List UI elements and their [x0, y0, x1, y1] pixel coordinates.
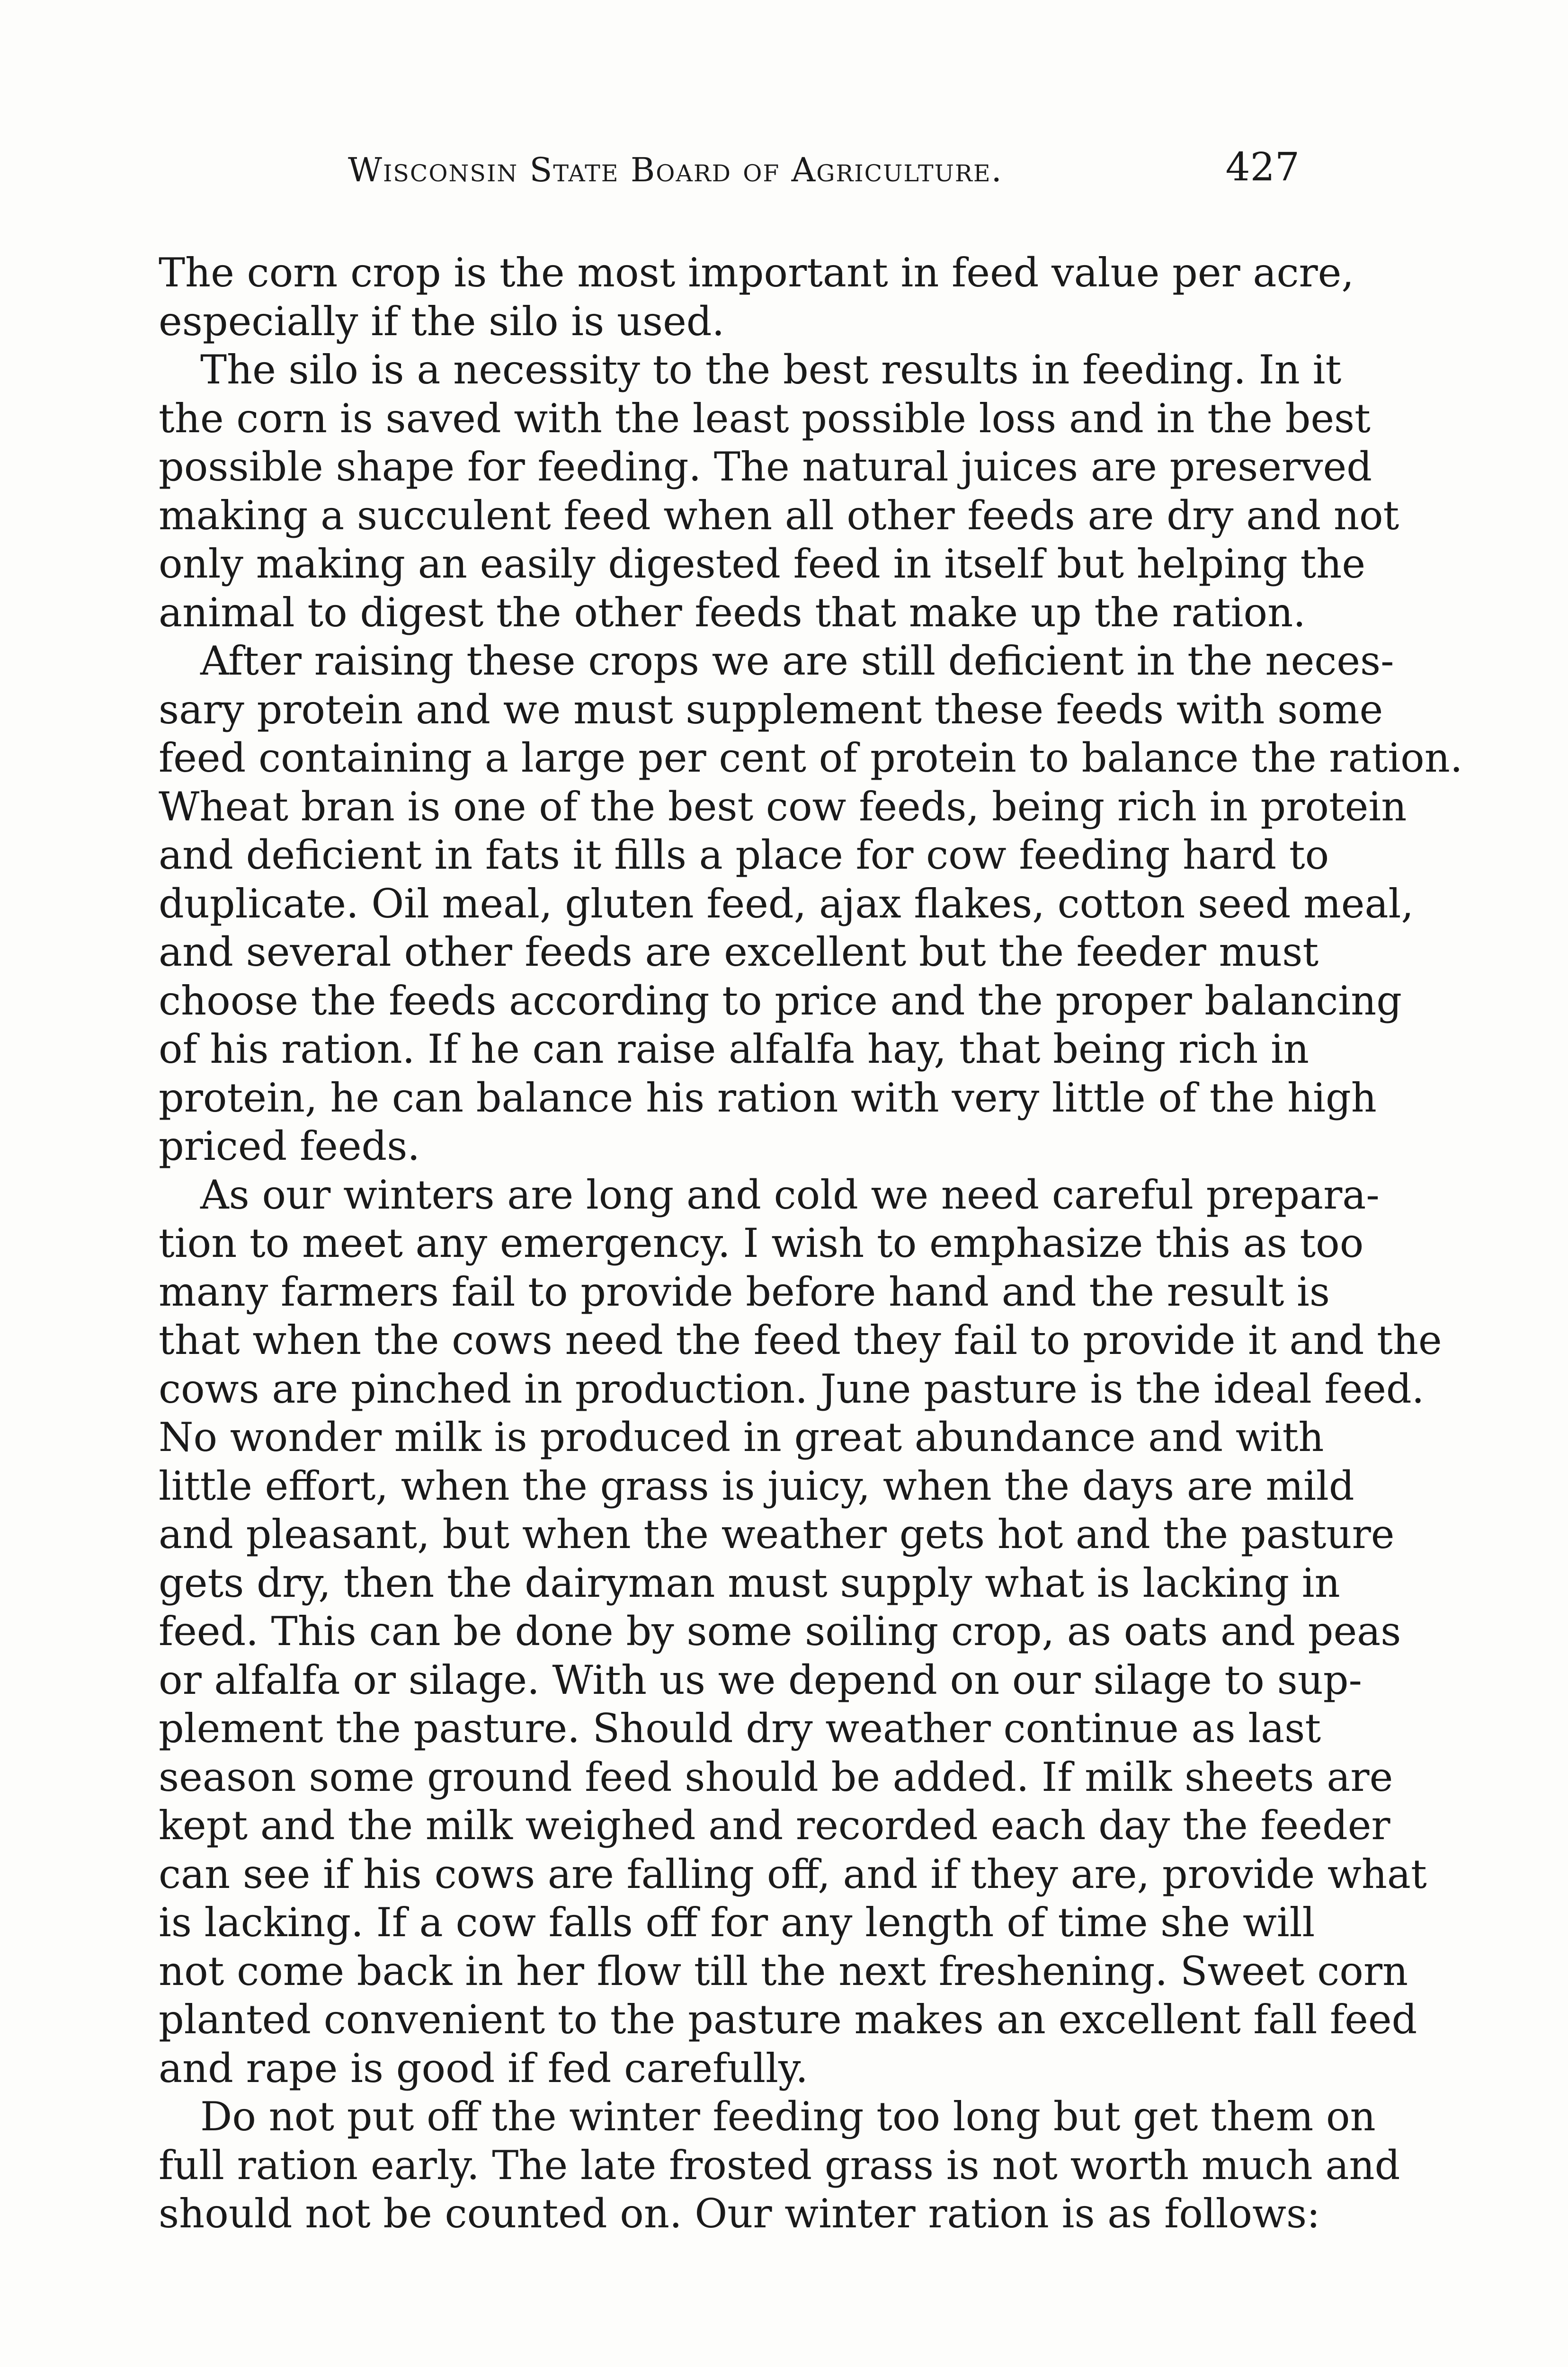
text-line: and several other feeds are excellent but the feeder must — [159, 929, 1319, 975]
paragraph — [159, 249, 1354, 346]
text-line: of his ration. If he can raise alfalfa hay, that being rich in — [159, 1026, 1309, 1072]
text-line: plement the pasture. Should dry weather continue as last — [159, 1705, 1321, 1752]
text-line: especially if the silo is used. — [159, 298, 725, 345]
text-line: the corn is saved with the least possible loss and in the best — [159, 395, 1371, 442]
text-line: tion to meet any emergency. I wish to emphasize this as too — [159, 1220, 1364, 1266]
text-line: duplicate. Oil meal, gluten feed, ajax flakes, cotton seed meal, — [159, 880, 1414, 927]
text-line: and pleasant, but when the weather gets hot and the pasture — [159, 1511, 1395, 1557]
text-line: and deficient in fats it fills a place for cow feeding hard to — [159, 832, 1329, 878]
text-line: full ration early. The late frosted grass is not worth much and — [159, 2142, 1400, 2189]
text-line: kept and the milk weighed and recorded each day the feeder — [159, 1802, 1390, 1849]
text-line: gets dry, then the dairyman must supply what is lacking in — [159, 1559, 1340, 1606]
text-line: and rape is good if fed carefully. — [159, 2045, 808, 2091]
running-header — [159, 142, 1300, 208]
text-line: As our winters are long and cold we need careful prepara- — [200, 1171, 1380, 1218]
text-line: planted convenient to the pasture makes an excellent fall feed — [159, 1996, 1417, 2043]
paragraph — [159, 2092, 1400, 2238]
text-line: feed containing a large per cent of protein to balance the ration. — [159, 735, 1463, 781]
text-line: Wheat bran is one of the best cow feeds, being rich in protein — [159, 783, 1407, 830]
text-line: priced feeds. — [159, 1123, 420, 1169]
paragraph — [159, 346, 1399, 637]
text-line: should not be counted on. Our winter ration is as follows: — [159, 2190, 1320, 2237]
text-line: many farmers fail to provide before hand and the result is — [159, 1268, 1330, 1315]
text-line: little effort, when the grass is juicy, when the days are mild — [159, 1462, 1354, 1509]
paragraph — [159, 1171, 1442, 2093]
text-line: After raising these crops we are still deficient in the neces- — [200, 638, 1394, 684]
text-line: No wonder milk is produced in great abundance and with — [159, 1414, 1324, 1460]
text-line: feed. This can be done by some soiling crop, as oats and peas — [159, 1608, 1401, 1655]
text-line: season some ground feed should be added. If milk sheets are — [159, 1753, 1393, 1800]
text-line: The silo is a necessity to the best results in feeding. In it — [200, 347, 1342, 393]
text-line: making a succulent feed when all other feeds are dry and not — [159, 492, 1399, 539]
body-text — [159, 249, 1463, 2238]
page-number: 427 — [1225, 145, 1300, 190]
text-line: The corn crop is the most important in feed value per acre, — [159, 249, 1354, 296]
text-line: or alfalfa or silage. With us we depend on our silage to sup- — [159, 1656, 1362, 1703]
text-line: can see if his cows are falling off, and if they are, provide what — [159, 1851, 1427, 1897]
text-line: not come back in her flow till the next freshening. Sweet corn — [159, 1948, 1408, 1994]
text-line: sary protein and we must supplement these feeds with some — [159, 686, 1383, 733]
running-head-title: Wisconsin State Board of Agriculture. — [348, 151, 1003, 189]
text-line: only making an easily digested feed in itself but helping the — [159, 541, 1366, 587]
paragraph — [159, 637, 1463, 1171]
text-line: is lacking. If a cow falls off for any length of time she will — [159, 1899, 1315, 1946]
text-line: Do not put off the winter feeding too long but get them on — [200, 2093, 1376, 2140]
text-line: that when the cows need the feed they fail to provide it and the — [159, 1317, 1442, 1363]
text-line: possible shape for feeding. The natural juices are preserved — [159, 444, 1372, 490]
text-line: cows are pinched in production. June pasture is the ideal feed. — [159, 1365, 1425, 1412]
text-line: protein, he can balance his ration with very little of the high — [159, 1074, 1377, 1121]
text-line: animal to digest the other feeds that make up the ration. — [159, 589, 1306, 636]
text-line: choose the feeds according to price and the proper balancing — [159, 977, 1402, 1024]
